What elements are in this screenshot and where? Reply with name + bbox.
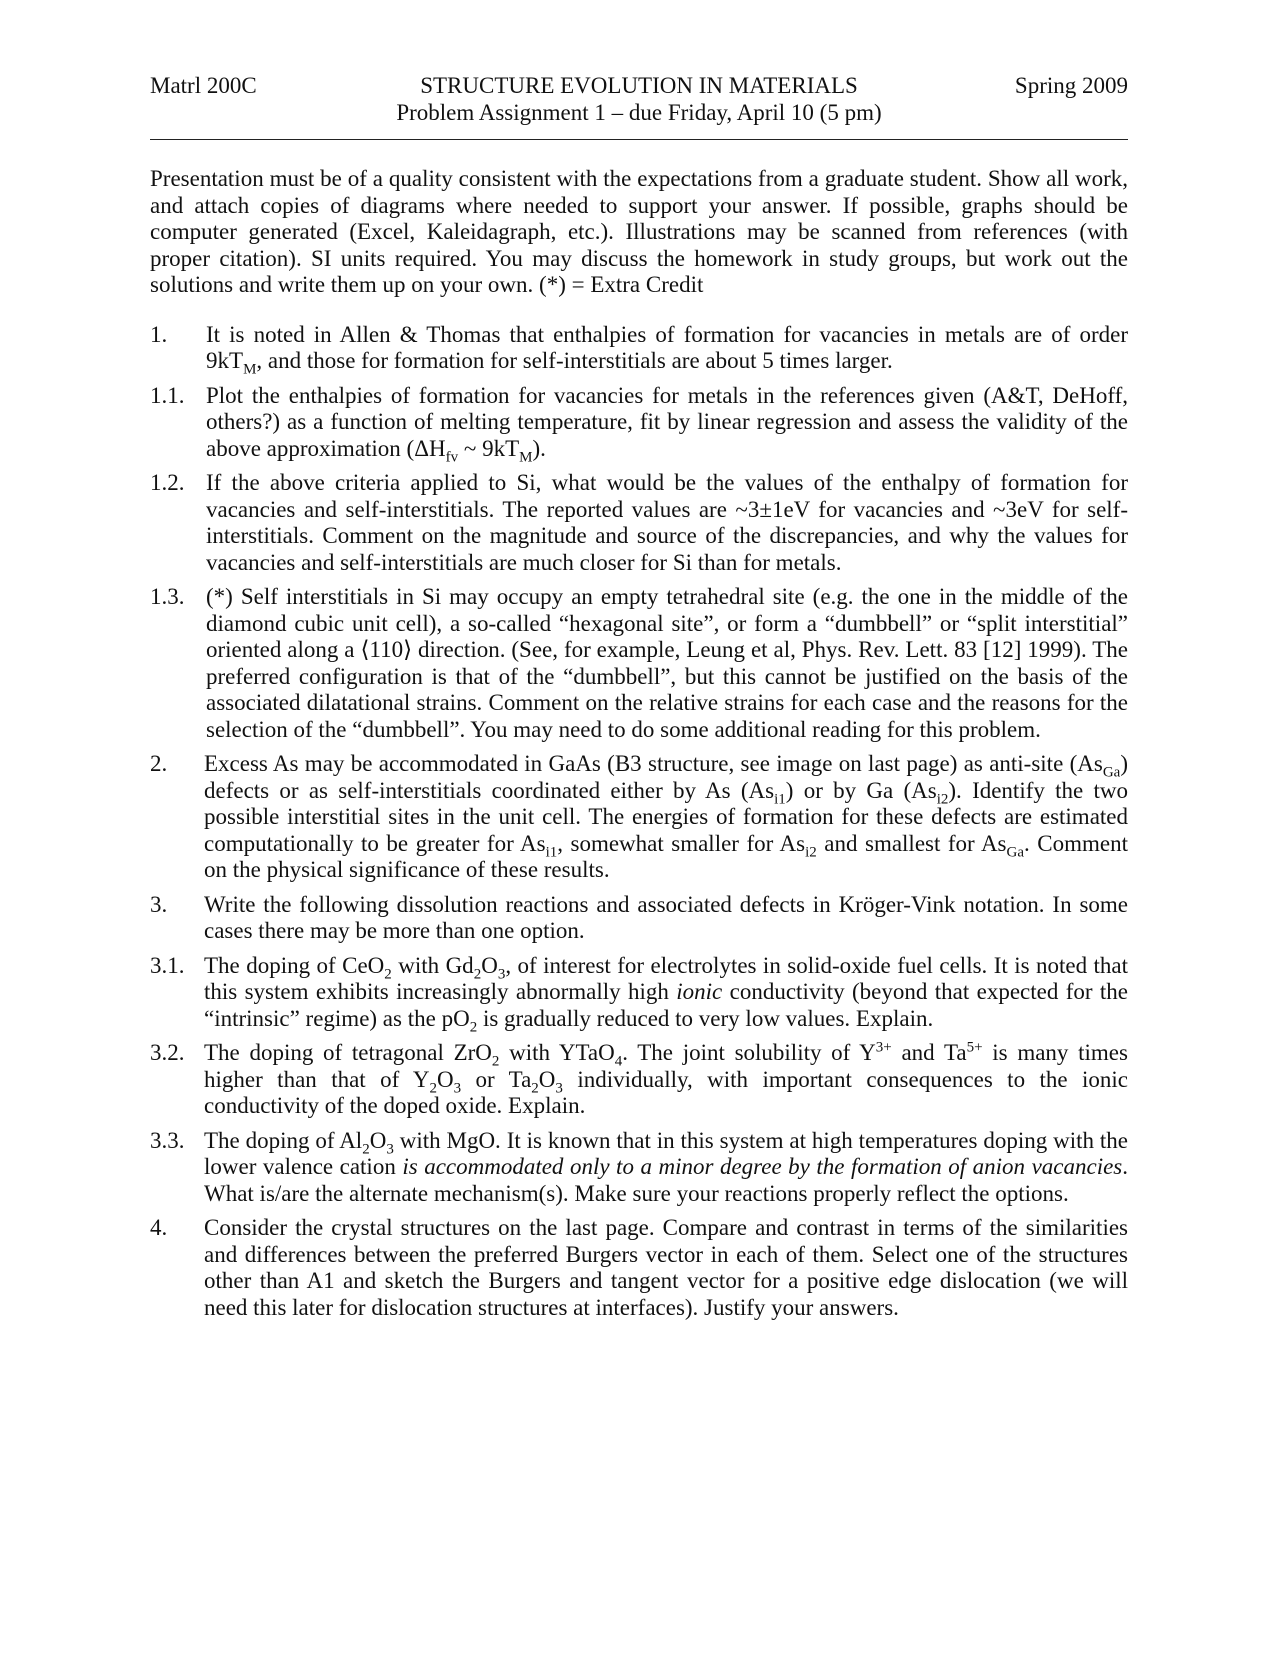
subscript: 2 [469, 1019, 478, 1036]
subscript: 2 [473, 966, 482, 983]
problem-number: 3. [150, 891, 168, 917]
problem-2 [150, 751, 1128, 884]
header-divider [150, 139, 1128, 140]
problem-text: O [369, 1127, 387, 1153]
problem-text: is many times higher than that of Y [204, 1040, 1128, 1092]
subscript: Ga [1006, 844, 1024, 861]
problem-text: ) or by Ga (As [785, 777, 937, 803]
problem-3-3 [150, 1128, 1128, 1208]
problem-4 [150, 1215, 1128, 1321]
problem-number: 4. [150, 1215, 168, 1240]
problem-text: with Gd [391, 952, 474, 978]
subscript: i2 [805, 844, 817, 861]
problem-text: ). Identify the two possible interstitial sites in the unit cell. The energies of formation for these defects are estimated computationally to be greater for As [204, 777, 1129, 856]
problem-number: 1.3. [150, 584, 185, 609]
problem-1-2 [150, 470, 1128, 576]
problem-text: Write the following dissolution reactions and associated defects in Kröger-Vink notation. In some cases there may be more than one option. [204, 891, 1128, 943]
problem-text: , and those for formation for self-interstitials are about 5 times larger. [256, 348, 893, 373]
instructions-paragraph: Presentation must be of a quality consistent with the expectations from a graduate student. Show all work, and attach copies of diagrams where needed to support your answer. If possible, graphs should be computer generated (Excel, Kaleidagraph, etc.). Illustrations may be scanned from references (with proper citation). SI units required. You may discuss the homework in study groups, but work out the solutions and write them up on your own. (*) = Extra Credit [150, 166, 1128, 297]
page-title: STRUCTURE EVOLUTION IN MATERIALS [420, 73, 858, 98]
term-label: Spring 2009 [1014, 73, 1128, 98]
subscript: 2 [491, 1053, 500, 1070]
problem-text: ). [532, 435, 546, 461]
problem-text: O [538, 1066, 556, 1092]
subscript: 3 [497, 966, 506, 983]
problem-text: Consider the crystal structures on the last page. Compare and contrast in terms of the similarities and differences between the preferred Burgers vector in each of them. Select one of the structures other than A1 and sketch the Burgers and tangent vector for a positive edge dislocation (we will need this later for dislocation structures at interfaces). Justify your answers. [204, 1215, 1128, 1320]
problem-text: The doping of tetragonal ZrO [204, 1040, 492, 1065]
problem-text: It is noted in Allen & Thomas that enthalpies of formation for vacancies in metals are of order 9kT [206, 321, 1128, 373]
header-row [150, 72, 1128, 100]
subscript: M [243, 361, 257, 378]
problem-3-2 [150, 1040, 1128, 1120]
problem-text: or Ta [461, 1066, 532, 1092]
subscript: M [519, 449, 533, 466]
subscript: 4 [614, 1053, 623, 1070]
problem-text: O [481, 952, 498, 978]
problem-text: conductivity (beyond that expected for the “intrinsic” regime) as the pO [204, 979, 1128, 1031]
problem-text: with YTaO [499, 1040, 615, 1065]
subscript: 2 [384, 966, 392, 983]
problem-1 [150, 321, 1128, 378]
emphasis: is accommodated only to a minor degree by the formation of anion vacancies [402, 1154, 1123, 1179]
problem-text: The doping of CeO [204, 952, 385, 978]
problem-text: (*) Self interstitials in Si may occupy an empty tetrahedral site (e.g. the one in the middle of the diamond cubic unit cell), a so-called “hexagonal site”, or form a “dumbbell” or “split interstitial” oriented along a ⟨110⟩ direction. (See, for example, Leung et al, Phys. Rev. Lett. 83 [12] 1999). The preferred configuration is that of the “dumbbell”, but this cannot be justified on the basis of the associated dilatational strains. Comment on the relative strains for each case and the reasons for the selection of the “dumbbell”. You may need to do some additional reading for this problem. [206, 584, 1128, 742]
problem-text: and smallest for As [816, 830, 1007, 856]
subscript: 3 [555, 1080, 563, 1097]
subscript: Ga [1102, 764, 1121, 781]
problem-text: ~ 9kT [458, 435, 520, 461]
problem-text: , somewhat smaller for As [557, 830, 806, 856]
problem-number: 3.3. [150, 1127, 185, 1153]
subscript: 2 [429, 1080, 437, 1097]
superscript: 5+ [966, 1039, 983, 1056]
problem-number: 1.1. [150, 382, 185, 408]
problem-text: Plot the enthalpies of formation for vacancies for metals in the references given (A&T, DeHoff, others?) as a function of melting temperature, fit by linear regression and assess the validity of the above approximation (ΔH [206, 382, 1128, 461]
subscript: i2 [936, 791, 949, 808]
subscript: 3 [453, 1080, 462, 1097]
superscript: 3+ [875, 1039, 892, 1056]
problem-number: 1.2. [150, 470, 185, 495]
emphasis: ionic [676, 979, 723, 1004]
subscript: 3 [386, 1141, 394, 1158]
subscript: fv [445, 449, 459, 466]
assignment-subtitle: Problem Assignment 1 – due Friday, April 10 (5 pm) [396, 100, 882, 125]
problem-text: O [436, 1066, 454, 1092]
problem-text: . What is/are the alternate mechanism(s). Make sure your reactions properly reflect the options. [204, 1154, 1129, 1206]
problem-1-3 [150, 584, 1128, 743]
problem-number: 1. [150, 321, 168, 347]
problem-text: is gradually reduced to very low values. Explain. [477, 1005, 934, 1031]
problem-text: . Comment on the physical significance of these results. [204, 830, 1128, 882]
problem-number: 2. [150, 751, 168, 776]
problem-text: ) defects or as self-interstitials coordinated either by As (As [204, 751, 1128, 803]
problem-1-1 [150, 382, 1128, 466]
problem-text: and Ta [891, 1040, 967, 1065]
problem-number: 3.1. [150, 952, 185, 978]
problem-text: If the above criteria applied to Si, what would be the values of the enthalpy of formation for vacancies and self-interstitials. The reported values are ~3±1eV for vacancies and ~3eV for self-interstitials. Comment on the magnitude and source of the discrepancies, and why the values for vacancies and self-interstitials are much closer for Si than for metals. [206, 470, 1128, 575]
problem-text: individually, with important consequences to the ionic conductivity of the doped oxide. Explain. [204, 1066, 1128, 1118]
problem-text: . The joint solubility of Y [622, 1040, 876, 1065]
problem-number: 3.2. [150, 1040, 185, 1065]
subscript: i1 [545, 844, 558, 861]
problem-text: with MgO. It is known that in this system at high temperatures doping with the lower valence cation [204, 1127, 1128, 1179]
problem-text: The doping of Al [204, 1127, 363, 1153]
subscript: 2 [362, 1141, 370, 1158]
assignment-page [150, 72, 1128, 1321]
problem-text: Excess As may be accommodated in GaAs (B3 structure, see image on last page) as anti-site (As [204, 751, 1103, 776]
problem-text: , of interest for electrolytes in solid-oxide fuel cells. It is noted that this system exhibits increasingly abnormally high [204, 952, 1129, 1004]
problem-3-1 [150, 952, 1129, 1036]
course-code: Matrl 200C [150, 73, 257, 98]
subscript: i1 [774, 791, 786, 808]
subscript: 2 [531, 1080, 539, 1097]
problem-3 [150, 892, 1128, 945]
